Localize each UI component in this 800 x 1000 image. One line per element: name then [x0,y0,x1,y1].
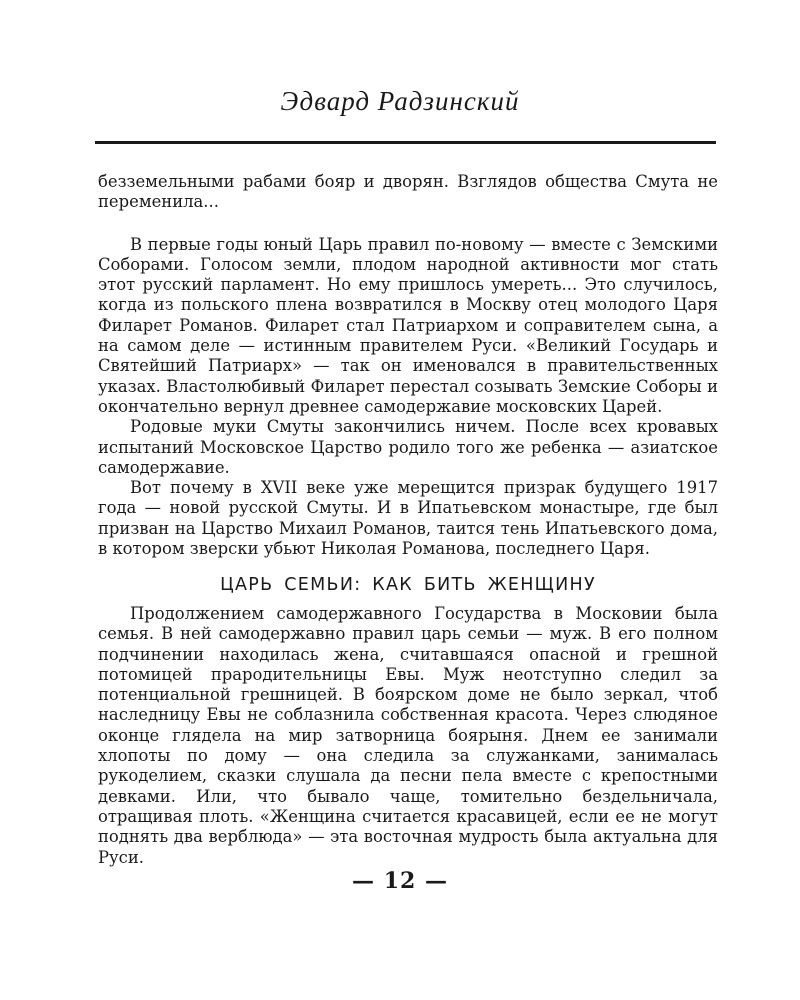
paragraph-filaret: В первые годы юный Царь правил по-новому — вместе с Земскими Соборами. Голосом земли, плодом народной активности мог стать этот русский парламент. Но ему пришлось умереть... Это случилось, когда из польского плена возвратился в Москву отец молодого Царя Филарет Романов. Филарет стал Патриархом и соправителем сына, а на самом деле — истинным правителем Руси. «Великий Государь и Святейший Патриарх» — так он именовался в правительственных указах. Властолюбивый Филарет перестал созывать Земские Соборы и окончательно вернул древнее самодержавие московских Царей. [98,234,718,416]
paragraph-continuation: безземельными рабами бояр и дворян. Взглядов общества Смута не переменила... [98,172,718,212]
body-text-top [98,172,718,559]
running-head-title: Эдвард Радзинский [280,86,520,116]
page-number: — 12 — [352,868,448,894]
paragraph-family: Продолжением самодержавного Государства в Московии была семья. В ней самодержавно правил царь семьи — муж. В его полном подчинении находилась жена, считавшаяся опасной и грешной потомицей прародительницы Евы. Муж неотступно следил за потенциальной грешницей. В боярском доме не было зеркал, чтоб наследницу Евы не соблазнила собственная красота. Через слюдяное оконце глядела на мир затворница боярыня. Днем ее занимали хлопоты по дому — она следила за служанками, занималась рукоделием, сказки слушала да песни пела вместе с крепостными девками. Или, что бывало чаще, томительно бездельничала, отращивая плоть. «Женщина считается красавицей, если ее не могут поднять два верблюда» — эта восточная мудрость была актуальна для Руси. [98,604,718,867]
paragraph-gap [98,213,718,235]
paragraph-smuta-end: Родовые муки Смуты закончились ничем. После всех кровавых испытаний Московское Царство родило того же ребенка — азиатское самодержавие. [98,417,718,477]
section-heading: ЦАРЬ СЕМЬИ: КАК БИТЬ ЖЕНЩИНУ [220,575,596,595]
header-rule [95,141,716,144]
paragraph-ipatiev: Вот почему в XVII веке уже мерещится призрак будущего 1917 года — новой русской Смуты. И в Ипатьевском монастыре, где был призван на Царство Михаил Романов, таится тень Ипатьевского дома, в котором зверски убьют Николая Романова, последнего Царя. [98,478,718,559]
body-text-bottom [98,604,718,868]
